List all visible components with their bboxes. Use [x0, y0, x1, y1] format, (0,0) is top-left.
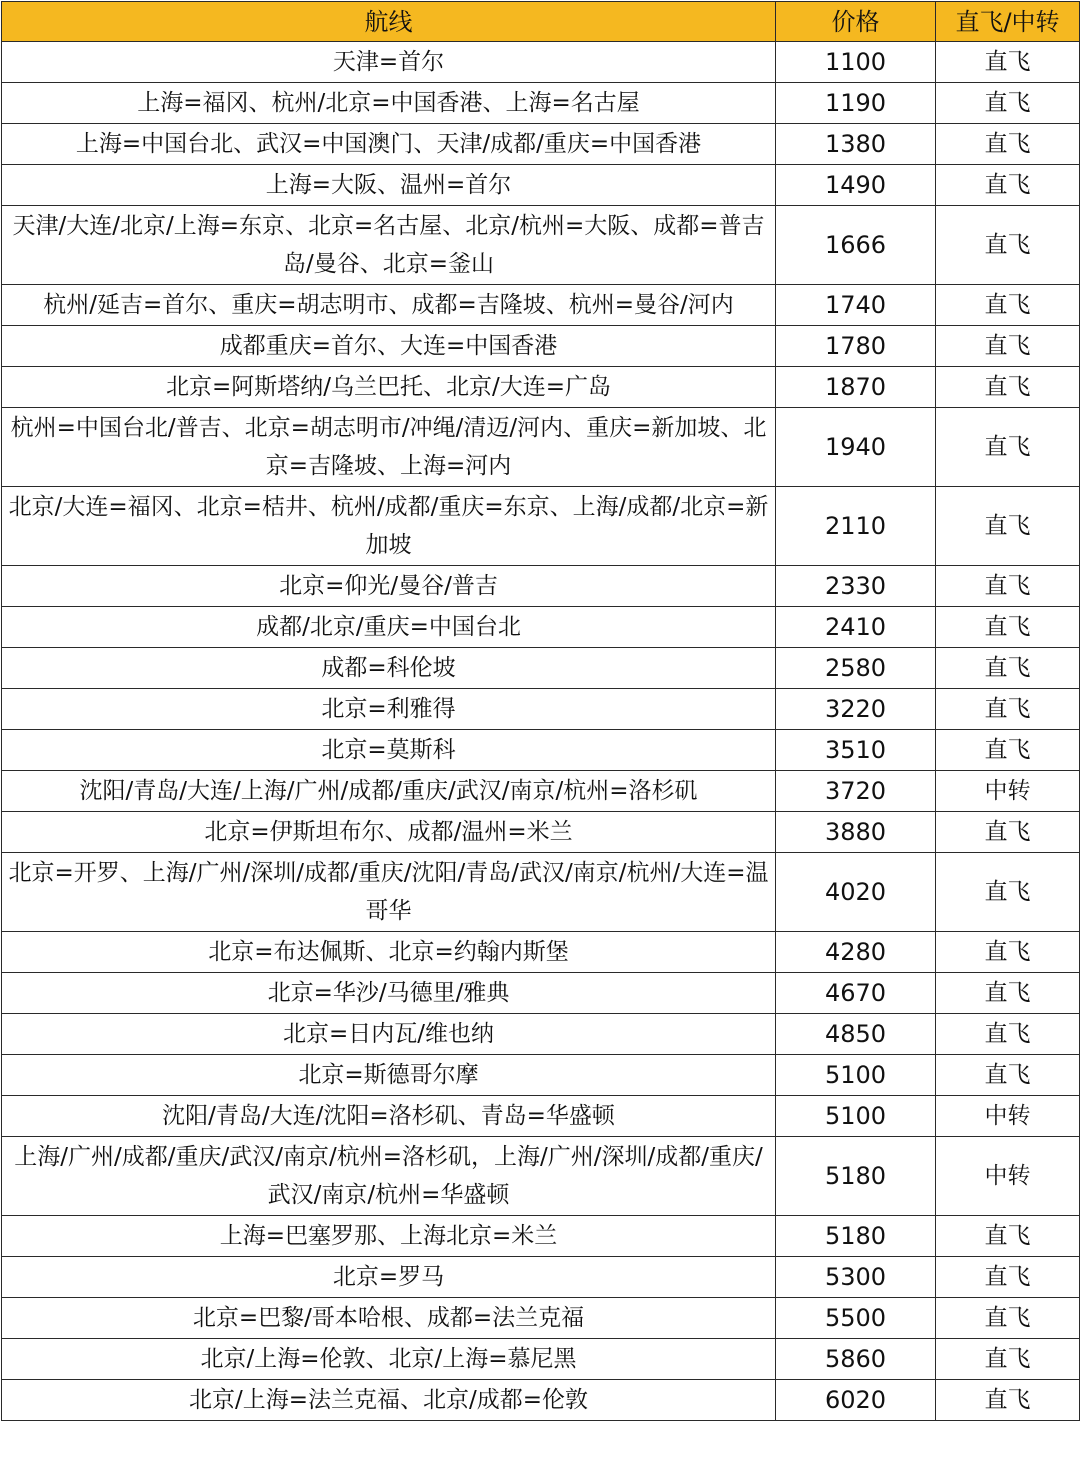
price-cell: 1740 [776, 285, 936, 326]
table-row [2, 853, 1080, 932]
route-cell: 上海=巴塞罗那、上海北京=米兰 [2, 1216, 776, 1257]
table-row [2, 367, 1080, 408]
route-cell: 北京=利雅得 [2, 689, 776, 730]
route-cell: 杭州=中国台北/普吉、北京=胡志明市/冲绳/清迈/河内、重庆=新加坡、北京=吉隆坡、上海=河内 [2, 408, 776, 487]
table-row [2, 408, 1080, 487]
table-row [2, 1055, 1080, 1096]
table-row [2, 83, 1080, 124]
table-row [2, 487, 1080, 566]
price-cell: 3720 [776, 771, 936, 812]
price-cell: 2110 [776, 487, 936, 566]
price-cell: 2410 [776, 607, 936, 648]
route-cell: 上海=中国台北、武汉=中国澳门、天津/成都/重庆=中国香港 [2, 124, 776, 165]
price-cell: 5300 [776, 1257, 936, 1298]
route-cell: 北京=华沙/马德里/雅典 [2, 973, 776, 1014]
price-cell: 2330 [776, 566, 936, 607]
price-cell: 6020 [776, 1380, 936, 1421]
table-row [2, 771, 1080, 812]
type-cell: 中转 [936, 1137, 1080, 1216]
table-row [2, 124, 1080, 165]
route-cell: 北京=罗马 [2, 1257, 776, 1298]
type-cell: 中转 [936, 771, 1080, 812]
price-cell: 3220 [776, 689, 936, 730]
type-cell: 直飞 [936, 853, 1080, 932]
price-cell: 1870 [776, 367, 936, 408]
type-cell: 直飞 [936, 689, 1080, 730]
price-cell: 5180 [776, 1137, 936, 1216]
route-cell: 北京/上海=法兰克福、北京/成都=伦敦 [2, 1380, 776, 1421]
table-row [2, 1257, 1080, 1298]
table-row [2, 566, 1080, 607]
price-cell: 4280 [776, 932, 936, 973]
route-cell: 北京=阿斯塔纳/乌兰巴托、北京/大连=广岛 [2, 367, 776, 408]
route-cell: 北京=布达佩斯、北京=约翰内斯堡 [2, 932, 776, 973]
route-cell: 北京=伊斯坦布尔、成都/温州=米兰 [2, 812, 776, 853]
price-cell: 4850 [776, 1014, 936, 1055]
route-cell: 天津/大连/北京/上海=东京、北京=名古屋、北京/杭州=大阪、成都=普吉岛/曼谷、北京=釜山 [2, 206, 776, 285]
type-cell: 直飞 [936, 648, 1080, 689]
route-cell: 成都重庆=首尔、大连=中国香港 [2, 326, 776, 367]
price-cell: 5100 [776, 1055, 936, 1096]
price-cell: 5500 [776, 1298, 936, 1339]
type-cell: 直飞 [936, 83, 1080, 124]
price-cell: 1940 [776, 408, 936, 487]
type-cell: 直飞 [936, 607, 1080, 648]
route-cell: 北京=仰光/曼谷/普吉 [2, 566, 776, 607]
price-cell: 1490 [776, 165, 936, 206]
route-cell: 北京=巴黎/哥本哈根、成都=法兰克福 [2, 1298, 776, 1339]
table-row [2, 973, 1080, 1014]
type-cell: 直飞 [936, 408, 1080, 487]
table-row [2, 1339, 1080, 1380]
type-cell: 直飞 [936, 165, 1080, 206]
price-cell: 5100 [776, 1096, 936, 1137]
type-cell: 直飞 [936, 932, 1080, 973]
route-cell: 成都=科伦坡 [2, 648, 776, 689]
table-row [2, 689, 1080, 730]
route-cell: 上海=大阪、温州=首尔 [2, 165, 776, 206]
route-cell: 成都/北京/重庆=中国台北 [2, 607, 776, 648]
table-body [2, 42, 1080, 1421]
price-cell: 4020 [776, 853, 936, 932]
type-cell: 直飞 [936, 367, 1080, 408]
table-row [2, 285, 1080, 326]
type-cell: 直飞 [936, 1014, 1080, 1055]
type-cell: 直飞 [936, 1339, 1080, 1380]
table-row [2, 1014, 1080, 1055]
type-cell: 直飞 [936, 206, 1080, 285]
price-cell: 1100 [776, 42, 936, 83]
route-cell: 杭州/延吉=首尔、重庆=胡志明市、成都=吉隆坡、杭州=曼谷/河内 [2, 285, 776, 326]
price-cell: 2580 [776, 648, 936, 689]
route-cell: 北京=日内瓦/维也纳 [2, 1014, 776, 1055]
table-row [2, 1096, 1080, 1137]
type-cell: 中转 [936, 1096, 1080, 1137]
flight-price-table [1, 1, 1080, 1421]
type-cell: 直飞 [936, 1380, 1080, 1421]
type-cell: 直飞 [936, 326, 1080, 367]
table-row [2, 932, 1080, 973]
route-cell: 北京/上海=伦敦、北京/上海=慕尼黑 [2, 1339, 776, 1380]
table-row [2, 812, 1080, 853]
route-cell: 上海=福冈、杭州/北京=中国香港、上海=名古屋 [2, 83, 776, 124]
price-cell: 1666 [776, 206, 936, 285]
header-price: 价格 [776, 2, 936, 42]
type-cell: 直飞 [936, 730, 1080, 771]
price-cell: 4670 [776, 973, 936, 1014]
price-cell: 1190 [776, 83, 936, 124]
table-row [2, 1380, 1080, 1421]
price-cell: 3510 [776, 730, 936, 771]
table-row [2, 1216, 1080, 1257]
route-cell: 北京=斯德哥尔摩 [2, 1055, 776, 1096]
price-cell: 1780 [776, 326, 936, 367]
table-row [2, 1137, 1080, 1216]
route-cell: 北京=莫斯科 [2, 730, 776, 771]
table-row [2, 648, 1080, 689]
type-cell: 直飞 [936, 285, 1080, 326]
table-row [2, 165, 1080, 206]
type-cell: 直飞 [936, 487, 1080, 566]
table-row [2, 730, 1080, 771]
route-cell: 上海/广州/成都/重庆/武汉/南京/杭州=洛杉矶，上海/广州/深圳/成都/重庆/武汉/南京/杭州=华盛顿 [2, 1137, 776, 1216]
header-type: 直飞/中转 [936, 2, 1080, 42]
price-cell: 1380 [776, 124, 936, 165]
type-cell: 直飞 [936, 566, 1080, 607]
type-cell: 直飞 [936, 124, 1080, 165]
route-cell: 北京/大连=福冈、北京=桔井、杭州/成都/重庆=东京、上海/成都/北京=新加坡 [2, 487, 776, 566]
table-row [2, 206, 1080, 285]
table-row [2, 42, 1080, 83]
header-route: 航线 [2, 2, 776, 42]
type-cell: 直飞 [936, 1216, 1080, 1257]
type-cell: 直飞 [936, 1257, 1080, 1298]
price-cell: 3880 [776, 812, 936, 853]
type-cell: 直飞 [936, 812, 1080, 853]
table-row [2, 607, 1080, 648]
type-cell: 直飞 [936, 1298, 1080, 1339]
route-cell: 天津=首尔 [2, 42, 776, 83]
price-cell: 5860 [776, 1339, 936, 1380]
header-row [2, 2, 1080, 42]
type-cell: 直飞 [936, 1055, 1080, 1096]
route-cell: 沈阳/青岛/大连/沈阳=洛杉矶、青岛=华盛顿 [2, 1096, 776, 1137]
price-cell: 5180 [776, 1216, 936, 1257]
route-cell: 沈阳/青岛/大连/上海/广州/成都/重庆/武汉/南京/杭州=洛杉矶 [2, 771, 776, 812]
table-row [2, 326, 1080, 367]
type-cell: 直飞 [936, 973, 1080, 1014]
route-cell: 北京=开罗、上海/广州/深圳/成都/重庆/沈阳/青岛/武汉/南京/杭州/大连=温哥华 [2, 853, 776, 932]
type-cell: 直飞 [936, 42, 1080, 83]
table-row [2, 1298, 1080, 1339]
